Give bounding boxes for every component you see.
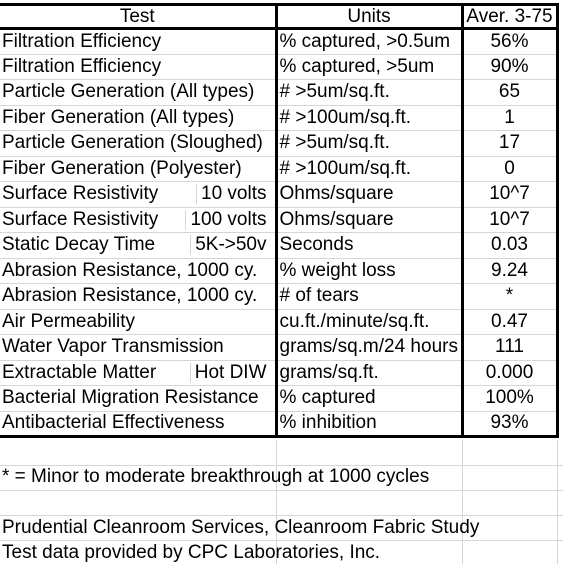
cell-units[interactable]: Ohms/square — [276, 182, 462, 208]
grid-line — [462, 440, 463, 564]
header-units[interactable]: Units — [276, 5, 462, 29]
cell-aver[interactable]: 0.03 — [462, 233, 557, 259]
cell-test[interactable]: Antibacterial Effectiveness — [0, 411, 276, 437]
cell-aver[interactable]: * — [462, 284, 557, 310]
cell-test[interactable]: Bacterial Migration Resistance — [0, 386, 276, 412]
header-row — [0, 5, 557, 29]
cell-units[interactable]: % captured, >0.5um — [276, 29, 462, 55]
cell-test[interactable] — [0, 360, 276, 386]
header-aver[interactable]: Aver. 3-75 — [462, 5, 557, 29]
test-name: Surface Resistivity — [2, 208, 159, 230]
test-condition: Hot DIW — [190, 363, 273, 383]
grid-line — [557, 440, 558, 564]
cell-test[interactable]: Fiber Generation (All types) — [0, 105, 276, 131]
cell-aver[interactable]: 56% — [462, 29, 557, 55]
cell-test[interactable] — [0, 207, 276, 233]
cell-units[interactable]: % captured, >5um — [276, 54, 462, 80]
cell-aver[interactable]: 100% — [462, 386, 557, 412]
cell-aver[interactable]: 90% — [462, 54, 557, 80]
cell-test[interactable] — [0, 182, 276, 208]
cell-aver[interactable]: 65 — [462, 80, 557, 106]
cell-aver[interactable]: 0.000 — [462, 360, 557, 386]
table-row — [0, 105, 557, 131]
table-row — [0, 54, 557, 80]
cell-test[interactable] — [0, 233, 276, 259]
cell-aver[interactable]: 0 — [462, 156, 557, 182]
cell-units[interactable]: Seconds — [276, 233, 462, 259]
grid-line — [0, 540, 563, 541]
cell-units[interactable]: grams/sq.ft. — [276, 360, 462, 386]
cell-aver[interactable]: 9.24 — [462, 258, 557, 284]
cell-aver[interactable]: 93% — [462, 411, 557, 437]
cell-test[interactable]: Abrasion Resistance, 1000 cy. — [0, 284, 276, 310]
source-line-2[interactable]: Test data provided by CPC Laboratories, Inc. — [2, 542, 381, 563]
cell-aver[interactable]: 1 — [462, 105, 557, 131]
cell-aver[interactable]: 17 — [462, 131, 557, 157]
cell-units[interactable]: Ohms/square — [276, 207, 462, 233]
cell-test[interactable]: Filtration Efficiency — [0, 29, 276, 55]
header-test[interactable]: Test — [0, 5, 276, 29]
test-condition: 10 volts — [196, 184, 272, 204]
cell-units[interactable]: # >100um/sq.ft. — [276, 156, 462, 182]
cell-units[interactable]: % inhibition — [276, 411, 462, 437]
table-row — [0, 131, 557, 157]
cell-units[interactable]: % weight loss — [276, 258, 462, 284]
cell-test[interactable]: Fiber Generation (Polyester) — [0, 156, 276, 182]
cell-units[interactable]: # >5um/sq.ft. — [276, 80, 462, 106]
grid-line — [0, 515, 563, 516]
test-data-table — [0, 3, 559, 438]
test-condition: 5K->50v — [190, 235, 272, 255]
test-name: Extractable Matter — [2, 361, 157, 383]
source-line-1[interactable]: Prudential Cleanroom Services, Cleanroom Fabric Study — [2, 517, 480, 538]
cell-units[interactable]: grams/sq.m/24 hours — [276, 335, 462, 361]
table-row — [0, 207, 557, 233]
grid-line — [0, 490, 563, 491]
table-row — [0, 80, 557, 106]
table-row — [0, 386, 557, 412]
cell-units[interactable]: # >100um/sq.ft. — [276, 105, 462, 131]
cell-aver[interactable]: 10^7 — [462, 182, 557, 208]
cell-units[interactable]: cu.ft./minute/sq.ft. — [276, 309, 462, 335]
cell-test[interactable]: Air Permeability — [0, 309, 276, 335]
cell-units[interactable]: % captured — [276, 386, 462, 412]
cell-test[interactable]: Filtration Efficiency — [0, 54, 276, 80]
test-name: Static Decay Time — [2, 234, 156, 256]
table-row — [0, 309, 557, 335]
cell-aver[interactable]: 0.47 — [462, 309, 557, 335]
cell-test[interactable]: Particle Generation (All types) — [0, 80, 276, 106]
cell-test[interactable]: Particle Generation (Sloughed) — [0, 131, 276, 157]
cell-test[interactable]: Water Vapor Transmission — [0, 335, 276, 361]
table-row — [0, 284, 557, 310]
table-row — [0, 258, 557, 284]
cell-aver[interactable]: 10^7 — [462, 207, 557, 233]
table-row — [0, 156, 557, 182]
cell-units[interactable]: # >5um/sq.ft. — [276, 131, 462, 157]
table-row — [0, 233, 557, 259]
test-name: Surface Resistivity — [2, 183, 159, 205]
cell-test[interactable]: Abrasion Resistance, 1000 cy. — [0, 258, 276, 284]
table-row — [0, 335, 557, 361]
cell-units[interactable]: # of tears — [276, 284, 462, 310]
table-row — [0, 360, 557, 386]
table-row — [0, 182, 557, 208]
footnote[interactable]: * = Minor to moderate breakthrough at 1000 cycles — [2, 466, 430, 487]
table-row — [0, 411, 557, 437]
table-row — [0, 29, 557, 55]
cell-aver[interactable]: 111 — [462, 335, 557, 361]
test-condition: 100 volts — [185, 210, 272, 230]
